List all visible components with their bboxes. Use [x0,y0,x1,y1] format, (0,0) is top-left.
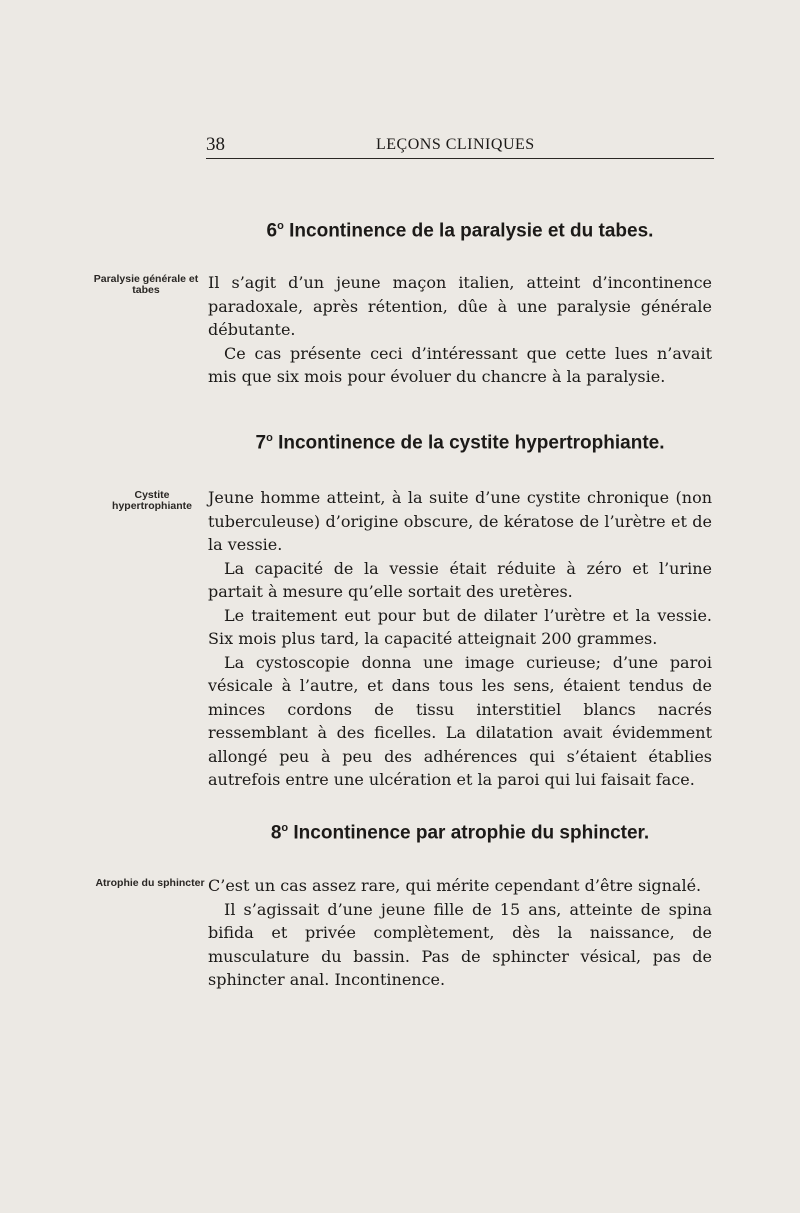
section-number: 7 [255,432,267,454]
paragraph: Le traitement eut pour but de dilater l’urètre et la vessie. Six mois plus tard, la capacité atteignait 200 grammes. [208,605,712,648]
section-title: Incontinence de la cystite hypertrophiante. [278,432,665,454]
margin-note-cystite: Cystite hypertrophiante [112,489,192,512]
paragraph: Il s’agit d’un jeune maçon italien, atteint d’incontinence paradoxale, après rétention, dûe à une paralysie générale débutante. [208,273,712,339]
margin-note-paralysie: Paralysie générale et tabes [93,273,199,296]
section-body-8 [208,874,712,992]
paragraph: La cystoscopie donna une image curieuse; d’une paroi vésicale à l’autre, et dans tous les sens, étaient tendus de minces cordons de tissu interstitiel blancs nacrés ressemblant à des ficelles. La dilatation avait évidemment allongé peu à peu des adhérences qui s’étaient établies autrefois entre une ulcération et la paroi qui lui faisait face. [208,652,712,789]
section-body-7 [208,486,712,792]
paragraph: Jeune homme atteint, à la suite d’une cystite chronique (non tuberculeuse) d’origine obscure, de kératose de l’urètre et de la vessie. [208,488,712,554]
section-heading-6 [200,220,720,242]
section-heading-8 [200,822,720,844]
page-number: 38 [206,134,225,155]
paragraph: C’est un cas assez rare, qui mérite cependant d’être signalé. [208,876,702,895]
ordinal-mark: o [266,432,273,444]
section-number: 8 [270,822,282,844]
paragraph: Ce cas présente ceci d’intéressant que cette lues n’avait mis que six mois pour évoluer du chancre à la paralysie. [208,343,712,386]
section-body-6 [208,271,712,389]
ordinal-mark: o [277,220,284,232]
ordinal-mark: o [281,822,289,834]
section-title: Incontinence par atrophie du sphincter. [293,822,650,844]
section-heading-7 [200,432,720,454]
running-header [206,132,714,159]
section-number: 6 [266,220,278,242]
section-title: Incontinence de la paralysie et du tabes. [289,220,654,242]
running-title: LEÇONS CLINIQUES [376,136,535,153]
paragraph: La capacité de la vessie était réduite à zéro et l’urine partait à mesure qu’elle sortait des uretères. [208,558,712,601]
paragraph: Il s’agissait d’une jeune fille de 15 ans, atteinte de spina bifida et privée complètement, dès la naissance, de musculature du bassin. Pas de sphincter vésical, pas de sphincter anal. Incontinence. [208,899,712,989]
margin-note-atrophie: Atrophie du sphincter [95,877,205,889]
